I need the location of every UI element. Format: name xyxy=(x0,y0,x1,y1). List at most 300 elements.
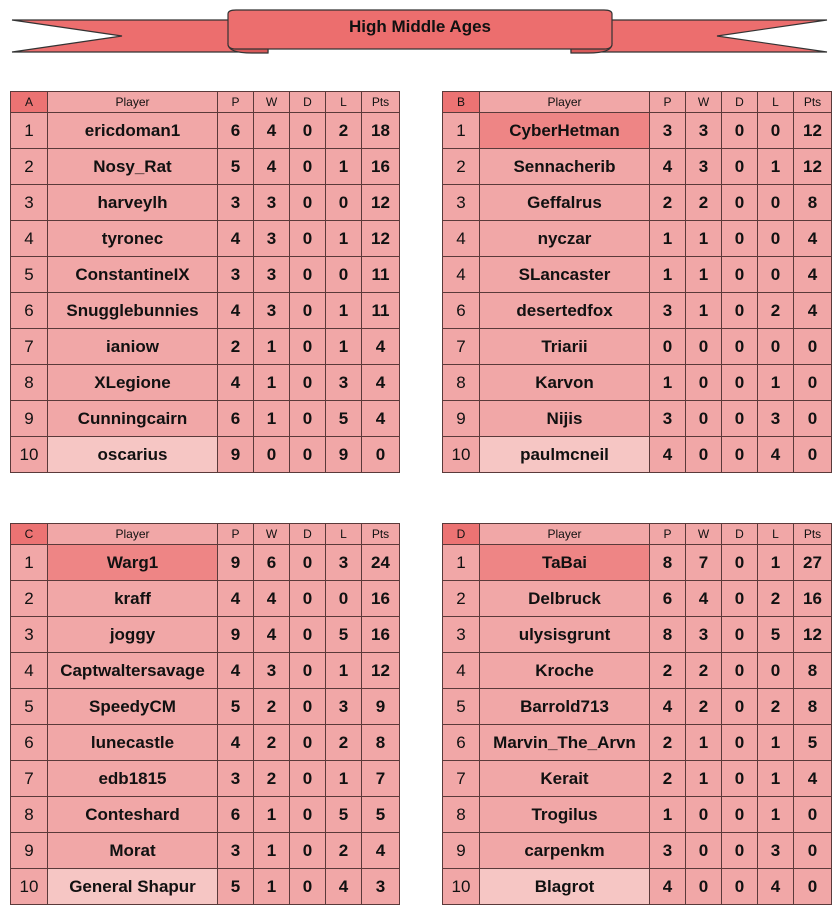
player-name-cell: Cunningcairn xyxy=(48,401,218,437)
points-cell: 12 xyxy=(794,113,832,149)
won-cell: 1 xyxy=(254,365,290,401)
lost-cell: 2 xyxy=(326,113,362,149)
table-row xyxy=(11,437,400,473)
lost-cell: 1 xyxy=(758,797,794,833)
lost-cell: 5 xyxy=(758,617,794,653)
points-cell: 0 xyxy=(794,797,832,833)
won-cell: 2 xyxy=(686,185,722,221)
player-name-cell: Nosy_Rat xyxy=(48,149,218,185)
lost-cell: 0 xyxy=(758,653,794,689)
won-cell: 1 xyxy=(254,869,290,905)
rank-cell: 9 xyxy=(11,833,48,869)
player-name-cell: CyberHetman xyxy=(480,113,650,149)
drawn-cell: 0 xyxy=(722,185,758,221)
drawn-cell: 0 xyxy=(290,761,326,797)
rank-cell: 2 xyxy=(11,581,48,617)
points-cell: 16 xyxy=(794,581,832,617)
won-cell: 4 xyxy=(254,581,290,617)
lost-header: L xyxy=(326,92,362,113)
table-row xyxy=(443,221,832,257)
won-header: W xyxy=(686,524,722,545)
drawn-cell: 0 xyxy=(290,617,326,653)
drawn-cell: 0 xyxy=(722,653,758,689)
points-cell: 4 xyxy=(794,221,832,257)
played-cell: 6 xyxy=(218,797,254,833)
points-cell: 12 xyxy=(794,617,832,653)
played-cell: 5 xyxy=(218,689,254,725)
table-row xyxy=(11,329,400,365)
drawn-cell: 0 xyxy=(290,113,326,149)
player-header: Player xyxy=(480,524,650,545)
lost-cell: 2 xyxy=(758,689,794,725)
player-name-cell: General Shapur xyxy=(48,869,218,905)
table-row xyxy=(11,185,400,221)
lost-cell: 4 xyxy=(326,869,362,905)
drawn-cell: 0 xyxy=(290,365,326,401)
won-cell: 6 xyxy=(254,545,290,581)
table-row xyxy=(443,293,832,329)
won-cell: 3 xyxy=(254,653,290,689)
played-cell: 6 xyxy=(650,581,686,617)
points-cell: 4 xyxy=(794,293,832,329)
rank-cell: 8 xyxy=(443,365,480,401)
table-header-row xyxy=(11,92,400,113)
table-row xyxy=(443,833,832,869)
table-row xyxy=(443,257,832,293)
won-cell: 3 xyxy=(254,293,290,329)
player-name-cell: edb1815 xyxy=(48,761,218,797)
played-cell: 3 xyxy=(218,185,254,221)
won-cell: 1 xyxy=(254,833,290,869)
rank-cell: 7 xyxy=(11,761,48,797)
played-cell: 1 xyxy=(650,797,686,833)
lost-cell: 1 xyxy=(758,365,794,401)
points-cell: 8 xyxy=(794,689,832,725)
won-cell: 4 xyxy=(254,617,290,653)
drawn-cell: 0 xyxy=(722,761,758,797)
table-row xyxy=(443,545,832,581)
points-cell: 16 xyxy=(362,581,400,617)
points-cell: 11 xyxy=(362,293,400,329)
table-row xyxy=(443,329,832,365)
table-row xyxy=(11,581,400,617)
played-header: P xyxy=(218,92,254,113)
points-header: Pts xyxy=(794,524,832,545)
drawn-header: D xyxy=(290,524,326,545)
lost-cell: 2 xyxy=(326,725,362,761)
player-name-cell: Barrold713 xyxy=(480,689,650,725)
won-cell: 0 xyxy=(686,833,722,869)
rank-cell: 6 xyxy=(11,293,48,329)
points-cell: 4 xyxy=(794,257,832,293)
player-name-cell: ericdoman1 xyxy=(48,113,218,149)
player-name-cell: Morat xyxy=(48,833,218,869)
player-name-cell: Trogilus xyxy=(480,797,650,833)
player-name-cell: Nijis xyxy=(480,401,650,437)
lost-cell: 0 xyxy=(758,113,794,149)
won-cell: 1 xyxy=(686,257,722,293)
table-row xyxy=(443,437,832,473)
played-cell: 4 xyxy=(218,581,254,617)
rank-cell: 4 xyxy=(443,221,480,257)
drawn-cell: 0 xyxy=(290,581,326,617)
table-row xyxy=(11,257,400,293)
player-name-cell: Kroche xyxy=(480,653,650,689)
won-cell: 3 xyxy=(254,185,290,221)
rank-cell: 10 xyxy=(443,869,480,905)
drawn-cell: 0 xyxy=(722,833,758,869)
lost-cell: 0 xyxy=(326,257,362,293)
won-cell: 7 xyxy=(686,545,722,581)
player-name-cell: Sennacherib xyxy=(480,149,650,185)
player-header: Player xyxy=(48,92,218,113)
table-row xyxy=(11,113,400,149)
played-header: P xyxy=(650,92,686,113)
lost-cell: 0 xyxy=(758,329,794,365)
won-cell: 1 xyxy=(686,761,722,797)
drawn-cell: 0 xyxy=(290,833,326,869)
drawn-cell: 0 xyxy=(290,185,326,221)
rank-cell: 3 xyxy=(443,617,480,653)
player-name-cell: Delbruck xyxy=(480,581,650,617)
played-cell: 4 xyxy=(218,293,254,329)
table-row xyxy=(11,401,400,437)
drawn-cell: 0 xyxy=(722,869,758,905)
lost-cell: 9 xyxy=(326,437,362,473)
won-cell: 0 xyxy=(686,797,722,833)
rank-cell: 4 xyxy=(11,653,48,689)
rank-cell: 7 xyxy=(443,329,480,365)
played-cell: 2 xyxy=(650,653,686,689)
lost-cell: 2 xyxy=(758,581,794,617)
rank-cell: 8 xyxy=(443,797,480,833)
table-header-row xyxy=(443,92,832,113)
won-cell: 1 xyxy=(254,797,290,833)
player-header: Player xyxy=(480,92,650,113)
rank-cell: 9 xyxy=(443,833,480,869)
table-row xyxy=(11,365,400,401)
player-name-cell: SpeedyCM xyxy=(48,689,218,725)
lost-cell: 4 xyxy=(758,437,794,473)
lost-cell: 4 xyxy=(758,869,794,905)
player-header: Player xyxy=(48,524,218,545)
table-row xyxy=(443,365,832,401)
group-table-c xyxy=(10,523,400,905)
drawn-cell: 0 xyxy=(290,689,326,725)
points-cell: 5 xyxy=(362,797,400,833)
played-cell: 4 xyxy=(218,725,254,761)
played-cell: 1 xyxy=(650,257,686,293)
table-row xyxy=(11,293,400,329)
lost-cell: 5 xyxy=(326,797,362,833)
player-name-cell: harveylh xyxy=(48,185,218,221)
group-table-b xyxy=(442,91,832,473)
drawn-cell: 0 xyxy=(722,329,758,365)
table-header-row xyxy=(443,524,832,545)
played-cell: 2 xyxy=(650,725,686,761)
played-cell: 8 xyxy=(650,617,686,653)
drawn-cell: 0 xyxy=(722,365,758,401)
played-header: P xyxy=(218,524,254,545)
lost-cell: 0 xyxy=(326,185,362,221)
player-name-cell: carpenkm xyxy=(480,833,650,869)
drawn-cell: 0 xyxy=(290,725,326,761)
points-cell: 8 xyxy=(362,725,400,761)
played-cell: 0 xyxy=(650,329,686,365)
points-cell: 4 xyxy=(794,761,832,797)
won-cell: 4 xyxy=(254,113,290,149)
table-row xyxy=(11,545,400,581)
lost-cell: 1 xyxy=(758,725,794,761)
played-cell: 2 xyxy=(218,329,254,365)
points-cell: 12 xyxy=(362,185,400,221)
rank-cell: 5 xyxy=(11,689,48,725)
played-cell: 9 xyxy=(218,617,254,653)
points-cell: 4 xyxy=(362,401,400,437)
rank-cell: 7 xyxy=(443,761,480,797)
lost-cell: 1 xyxy=(326,149,362,185)
played-cell: 3 xyxy=(650,401,686,437)
player-name-cell: SLancaster xyxy=(480,257,650,293)
drawn-cell: 0 xyxy=(290,329,326,365)
player-name-cell: oscarius xyxy=(48,437,218,473)
drawn-cell: 0 xyxy=(722,293,758,329)
drawn-cell: 0 xyxy=(722,689,758,725)
rank-cell: 4 xyxy=(443,257,480,293)
drawn-cell: 0 xyxy=(290,437,326,473)
won-cell: 1 xyxy=(686,221,722,257)
lost-cell: 2 xyxy=(758,293,794,329)
player-name-cell: kraff xyxy=(48,581,218,617)
won-cell: 0 xyxy=(686,869,722,905)
rank-cell: 1 xyxy=(11,113,48,149)
table-row xyxy=(11,653,400,689)
group-label: B xyxy=(443,92,480,113)
won-cell: 0 xyxy=(686,401,722,437)
played-cell: 1 xyxy=(650,365,686,401)
player-name-cell: TaBai xyxy=(480,545,650,581)
won-cell: 3 xyxy=(686,113,722,149)
played-cell: 5 xyxy=(218,869,254,905)
group-table-d xyxy=(442,523,832,905)
won-cell: 3 xyxy=(254,257,290,293)
player-name-cell: XLegione xyxy=(48,365,218,401)
won-header: W xyxy=(254,92,290,113)
points-cell: 0 xyxy=(794,833,832,869)
played-cell: 3 xyxy=(650,113,686,149)
player-name-cell: ConstantineIX xyxy=(48,257,218,293)
points-cell: 8 xyxy=(794,185,832,221)
player-name-cell: nyczar xyxy=(480,221,650,257)
table-row xyxy=(443,185,832,221)
played-cell: 3 xyxy=(218,257,254,293)
table-row xyxy=(443,797,832,833)
played-cell: 4 xyxy=(650,437,686,473)
rank-cell: 2 xyxy=(443,149,480,185)
player-name-cell: lunecastle xyxy=(48,725,218,761)
table-row xyxy=(443,149,832,185)
played-cell: 2 xyxy=(650,185,686,221)
rank-cell: 7 xyxy=(11,329,48,365)
drawn-cell: 0 xyxy=(722,437,758,473)
player-name-cell: Geffalrus xyxy=(480,185,650,221)
lost-cell: 2 xyxy=(326,833,362,869)
table-row xyxy=(11,833,400,869)
rank-cell: 5 xyxy=(443,689,480,725)
player-name-cell: Snugglebunnies xyxy=(48,293,218,329)
points-cell: 0 xyxy=(794,869,832,905)
won-cell: 1 xyxy=(254,401,290,437)
rank-cell: 2 xyxy=(11,149,48,185)
points-cell: 9 xyxy=(362,689,400,725)
won-cell: 0 xyxy=(686,329,722,365)
points-cell: 18 xyxy=(362,113,400,149)
rank-cell: 1 xyxy=(443,545,480,581)
lost-cell: 3 xyxy=(758,401,794,437)
drawn-cell: 0 xyxy=(722,149,758,185)
lost-cell: 0 xyxy=(758,257,794,293)
player-name-cell: paulmcneil xyxy=(480,437,650,473)
lost-cell: 0 xyxy=(326,581,362,617)
won-cell: 2 xyxy=(686,689,722,725)
played-header: P xyxy=(650,524,686,545)
rank-cell: 9 xyxy=(443,401,480,437)
player-name-cell: desertedfox xyxy=(480,293,650,329)
won-cell: 4 xyxy=(686,581,722,617)
played-cell: 6 xyxy=(218,113,254,149)
won-cell: 0 xyxy=(686,437,722,473)
table-row xyxy=(443,689,832,725)
drawn-cell: 0 xyxy=(722,581,758,617)
drawn-cell: 0 xyxy=(290,257,326,293)
player-name-cell: Kerait xyxy=(480,761,650,797)
table-row xyxy=(11,221,400,257)
lost-cell: 3 xyxy=(326,689,362,725)
rank-cell: 6 xyxy=(443,293,480,329)
drawn-cell: 0 xyxy=(722,221,758,257)
rank-cell: 8 xyxy=(11,365,48,401)
played-cell: 3 xyxy=(218,761,254,797)
won-cell: 0 xyxy=(254,437,290,473)
lost-header: L xyxy=(326,524,362,545)
rank-cell: 3 xyxy=(11,185,48,221)
won-header: W xyxy=(686,92,722,113)
points-cell: 7 xyxy=(362,761,400,797)
played-cell: 4 xyxy=(218,221,254,257)
player-name-cell: ulysisgrunt xyxy=(480,617,650,653)
drawn-cell: 0 xyxy=(722,545,758,581)
points-cell: 12 xyxy=(362,653,400,689)
player-name-cell: joggy xyxy=(48,617,218,653)
won-cell: 2 xyxy=(254,761,290,797)
points-cell: 24 xyxy=(362,545,400,581)
lost-header: L xyxy=(758,92,794,113)
played-cell: 4 xyxy=(650,689,686,725)
played-cell: 9 xyxy=(218,545,254,581)
points-cell: 0 xyxy=(362,437,400,473)
group-label: C xyxy=(11,524,48,545)
table-row xyxy=(11,761,400,797)
rank-cell: 4 xyxy=(443,653,480,689)
table-row xyxy=(443,653,832,689)
drawn-cell: 0 xyxy=(290,653,326,689)
lost-cell: 5 xyxy=(326,401,362,437)
drawn-cell: 0 xyxy=(722,617,758,653)
lost-cell: 1 xyxy=(758,761,794,797)
points-cell: 4 xyxy=(362,833,400,869)
player-name-cell: Warg1 xyxy=(48,545,218,581)
player-name-cell: ianiow xyxy=(48,329,218,365)
played-cell: 3 xyxy=(218,833,254,869)
won-header: W xyxy=(254,524,290,545)
played-cell: 4 xyxy=(650,149,686,185)
lost-cell: 1 xyxy=(326,761,362,797)
played-cell: 5 xyxy=(218,149,254,185)
won-cell: 2 xyxy=(686,653,722,689)
rank-cell: 8 xyxy=(11,797,48,833)
rank-cell: 9 xyxy=(11,401,48,437)
won-cell: 2 xyxy=(254,725,290,761)
rank-cell: 5 xyxy=(11,257,48,293)
points-header: Pts xyxy=(794,92,832,113)
player-name-cell: Triarii xyxy=(480,329,650,365)
rank-cell: 3 xyxy=(443,185,480,221)
group-table-a xyxy=(10,91,400,473)
played-cell: 4 xyxy=(218,365,254,401)
lost-cell: 5 xyxy=(326,617,362,653)
drawn-header: D xyxy=(290,92,326,113)
played-cell: 3 xyxy=(650,293,686,329)
lost-cell: 1 xyxy=(326,653,362,689)
points-cell: 3 xyxy=(362,869,400,905)
played-cell: 1 xyxy=(650,221,686,257)
lost-cell: 1 xyxy=(758,545,794,581)
rank-cell: 1 xyxy=(11,545,48,581)
player-name-cell: Karvon xyxy=(480,365,650,401)
drawn-header: D xyxy=(722,92,758,113)
drawn-cell: 0 xyxy=(290,293,326,329)
points-cell: 0 xyxy=(794,329,832,365)
won-cell: 3 xyxy=(686,617,722,653)
drawn-cell: 0 xyxy=(290,401,326,437)
points-cell: 12 xyxy=(794,149,832,185)
group-label: D xyxy=(443,524,480,545)
lost-cell: 3 xyxy=(758,833,794,869)
points-header: Pts xyxy=(362,524,400,545)
points-cell: 11 xyxy=(362,257,400,293)
lost-cell: 1 xyxy=(326,293,362,329)
points-cell: 4 xyxy=(362,329,400,365)
played-cell: 3 xyxy=(650,833,686,869)
rank-cell: 4 xyxy=(11,221,48,257)
drawn-cell: 0 xyxy=(290,869,326,905)
drawn-cell: 0 xyxy=(290,221,326,257)
rank-cell: 1 xyxy=(443,113,480,149)
points-cell: 8 xyxy=(794,653,832,689)
won-cell: 2 xyxy=(254,689,290,725)
played-cell: 6 xyxy=(218,401,254,437)
table-row xyxy=(11,869,400,905)
lost-cell: 1 xyxy=(326,329,362,365)
points-header: Pts xyxy=(362,92,400,113)
player-name-cell: Conteshard xyxy=(48,797,218,833)
table-row xyxy=(11,797,400,833)
table-row xyxy=(443,401,832,437)
won-cell: 3 xyxy=(254,221,290,257)
table-row xyxy=(443,725,832,761)
drawn-cell: 0 xyxy=(290,797,326,833)
rank-cell: 3 xyxy=(11,617,48,653)
